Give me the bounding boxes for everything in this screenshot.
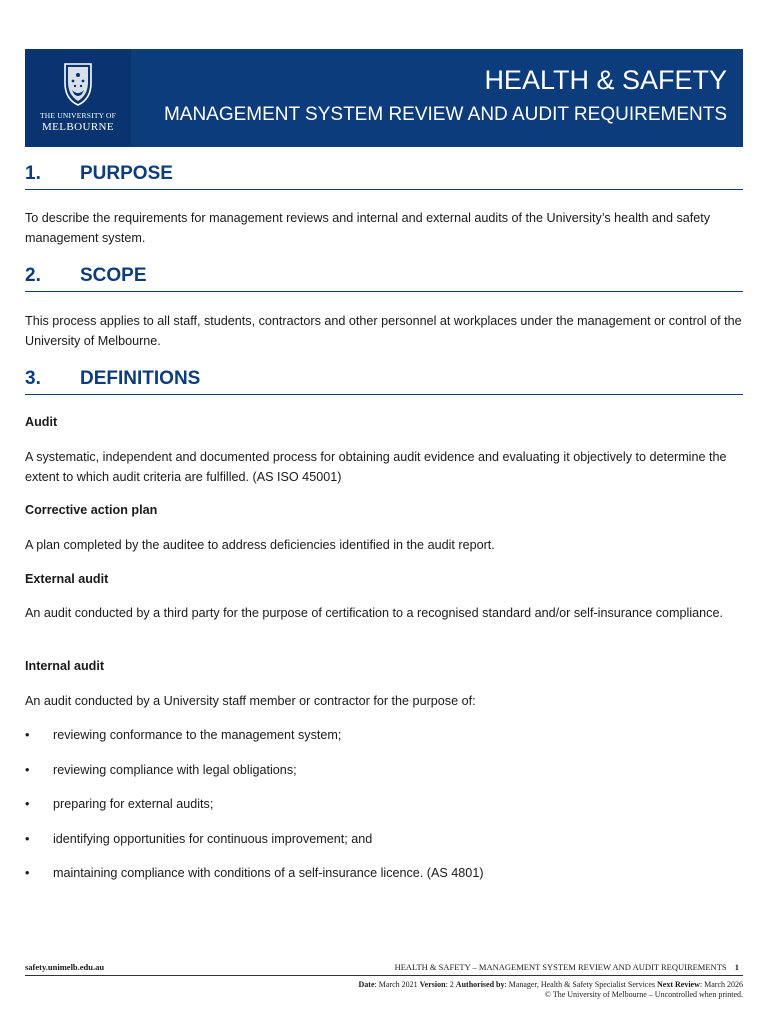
- definition-external-audit: An audit conducted by a third party for the purpose of certification to a recognised standard and/or self-insurance compliance.: [25, 606, 723, 620]
- list-item-text: maintaining compliance with conditions of a self-insurance licence. (AS 4801): [53, 866, 484, 880]
- list-item-text: reviewing compliance with legal obligations;: [53, 763, 297, 777]
- scope-text: This process applies to all staff, students, contractors and other personnel at workplaces under the management or control of the University of Melbourne.: [25, 314, 742, 348]
- footer-title-text: HEALTH & SAFETY – MANAGEMENT SYSTEM REVIEW AND AUDIT REQUIREMENTS: [394, 962, 727, 972]
- section-number: 1.: [25, 163, 41, 184]
- bullet-icon: •: [25, 797, 30, 811]
- university-crest-icon: [62, 61, 94, 107]
- section-title: SCOPE: [80, 265, 147, 286]
- section-number: 2.: [25, 265, 41, 286]
- version-value: : 2: [445, 980, 456, 989]
- footer-url[interactable]: safety.unimelb.edu.au: [25, 962, 105, 972]
- header-banner: [25, 49, 743, 147]
- section-number: 3.: [25, 368, 41, 389]
- footer-divider: [25, 975, 743, 976]
- list-item-text: reviewing conformance to the management system;: [53, 728, 342, 742]
- term-corrective-action-plan: Corrective action plan: [25, 503, 158, 517]
- section-heading-definitions: [25, 366, 743, 395]
- list-item-text: identifying opportunities for continuous improvement; and: [53, 832, 373, 846]
- definition-audit: A systematic, independent and documented process for obtaining audit evidence and evaluating it objectively to determine the extent to which audit criteria are fulfilled. (AS ISO 45001): [25, 450, 727, 484]
- purpose-text: To describe the requirements for management reviews and internal and external audits of the University’s health and safety management system.: [25, 211, 711, 245]
- bullet-icon: •: [25, 832, 30, 846]
- page-title: HEALTH & SAFETY: [484, 65, 727, 95]
- date-value: : March 2021: [374, 980, 420, 989]
- definition-internal-audit: An audit conducted by a University staff member or contractor for the purpose of:: [25, 694, 476, 708]
- term-internal-audit: Internal audit: [25, 659, 105, 673]
- authorised-value: : Manager, Health & Safety Specialist Services: [504, 980, 658, 989]
- section-heading-scope: [25, 263, 743, 292]
- bullet-icon: •: [25, 763, 30, 777]
- date-label: Date: [358, 980, 375, 989]
- footer-title: [395, 962, 739, 972]
- bullet-icon: •: [25, 728, 30, 742]
- section-title: DEFINITIONS: [80, 368, 201, 389]
- university-logo: [25, 49, 131, 147]
- next-review-label: Next Review: [657, 980, 700, 989]
- next-review-value: : March 2026: [699, 980, 743, 989]
- section-heading-purpose: [25, 161, 743, 190]
- term-audit: Audit: [25, 415, 58, 429]
- authorised-label: Authorised by: [455, 980, 505, 989]
- footer-meta: [359, 980, 743, 989]
- footer-copyright: © The University of Melbourne – Uncontrolled when printed.: [544, 990, 743, 999]
- term-external-audit: External audit: [25, 572, 109, 586]
- page-number: 1: [734, 962, 739, 972]
- bullet-icon: •: [25, 866, 30, 880]
- section-title: PURPOSE: [80, 163, 173, 184]
- page-subtitle: MANAGEMENT SYSTEM REVIEW AND AUDIT REQUIREMENTS: [163, 104, 727, 125]
- definition-corrective-action-plan: A plan completed by the auditee to address deficiencies identified in the audit report.: [25, 538, 495, 552]
- logo-line-2: MELBOURNE: [41, 121, 115, 133]
- list-item-text: preparing for external audits;: [53, 797, 214, 811]
- logo-line-1: THE UNIVERSITY OF: [39, 111, 117, 120]
- version-label: Version: [419, 980, 446, 989]
